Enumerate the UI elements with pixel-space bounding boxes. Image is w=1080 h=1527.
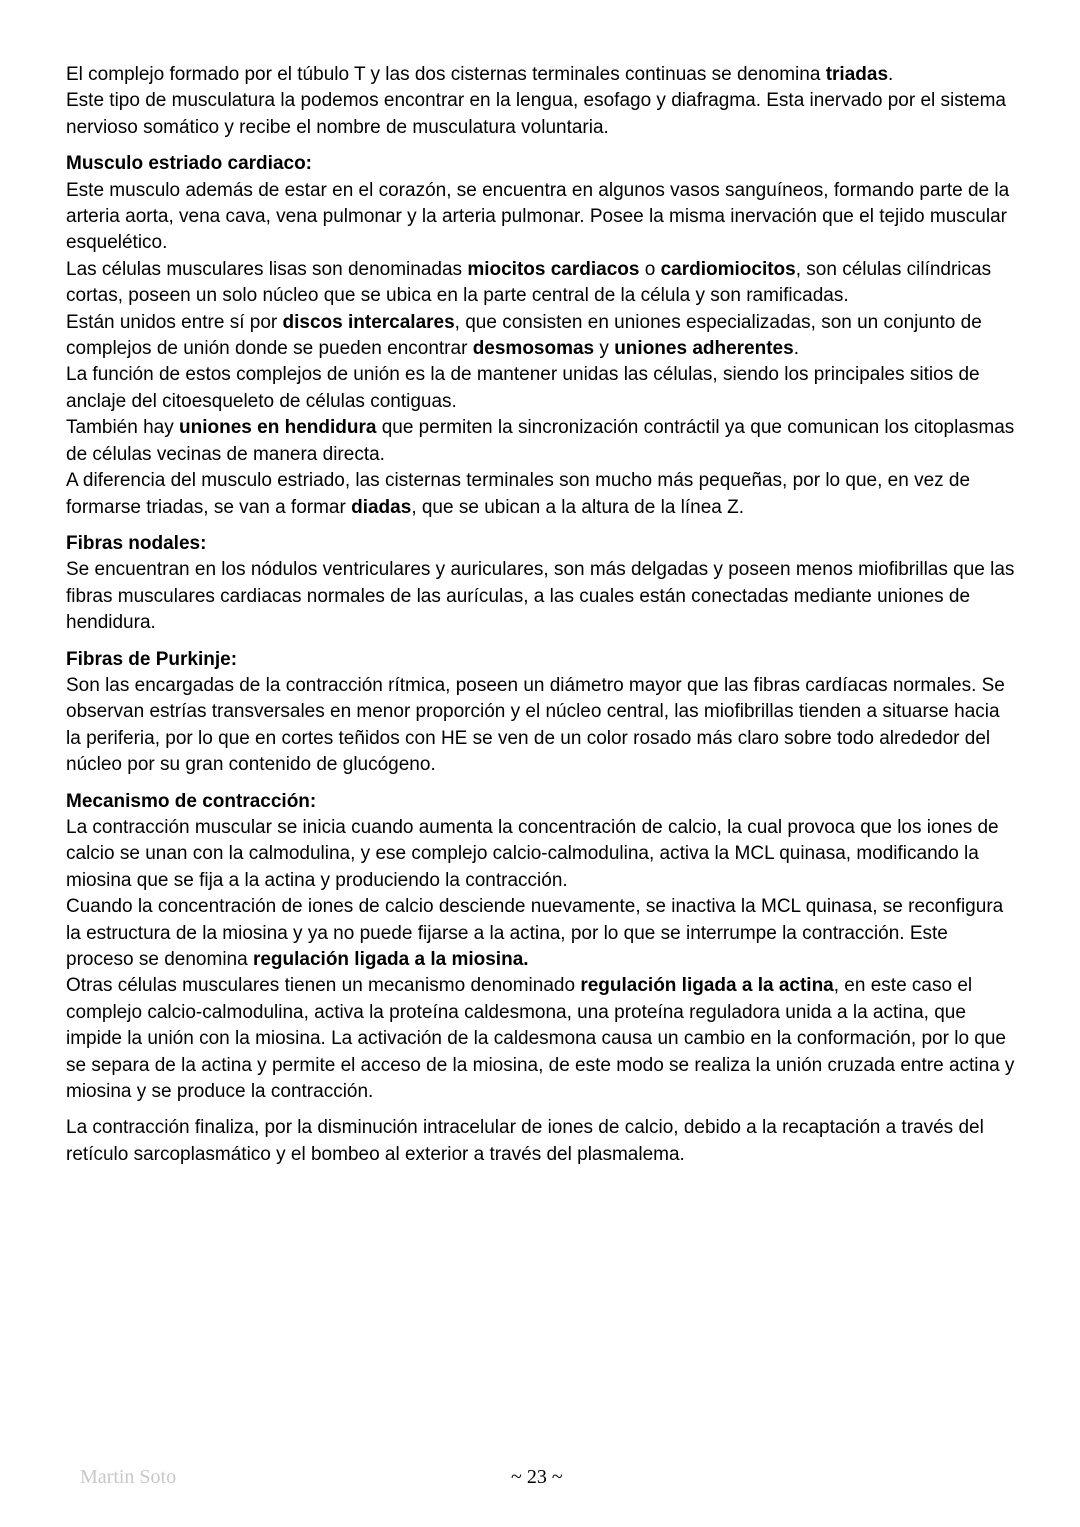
bold-term: uniones en hendidura <box>179 417 377 439</box>
section-title: Mecanismo de contracción: <box>66 790 317 812</box>
footer-author: Martin Soto <box>80 1466 177 1488</box>
text-run: , que consisten en uniones especializadas, son un conjunto de complejos de unión donde se pueden encontrar <box>66 311 982 360</box>
text-run: Este tipo de musculatura la podemos encontrar en la lengua, esofago y diafragma. Esta inervado por el sistema nervioso somático y recibe el nombre de musculatura voluntaria. <box>66 90 1006 138</box>
paragraph <box>66 815 1016 894</box>
section-purkinje <box>66 647 1016 779</box>
paragraph <box>66 557 1016 636</box>
text-run: El complejo formado por el túbulo T y las dos cisternas terminales continuas se denomina <box>66 64 826 85</box>
text-run: o <box>639 258 661 280</box>
text-run: Este musculo además de estar en el corazón, se encuentra en algunos vasos sanguíneos, formando parte de la arteria aorta, vena cava, vena pulmonar y la arteria pulmonar. Posee la misma inervación que el tejido muscular esquelético. <box>66 179 1010 254</box>
paragraph <box>66 973 1016 1105</box>
text-run: Otras células musculares tienen un mecanismo denominado <box>66 975 581 997</box>
paragraph <box>66 62 1016 88</box>
text-run: . <box>888 64 894 85</box>
text-run: . <box>793 338 799 360</box>
paragraph <box>66 673 1016 779</box>
text-run: También hay <box>66 417 180 439</box>
bold-term: uniones adherentes <box>614 338 794 360</box>
text-run: Están unidos entre sí por <box>66 311 283 333</box>
paragraph <box>66 362 1016 415</box>
bold-term: diadas <box>351 496 412 518</box>
bold-term: regulación ligada a la actina <box>580 975 834 997</box>
document-body <box>66 62 1016 1168</box>
section-title: Fibras nodales: <box>66 532 207 554</box>
section-title: Fibras de Purkinje: <box>66 648 238 670</box>
section-nodales <box>66 531 1016 637</box>
bold-term: triadas <box>825 64 889 85</box>
bold-term: cardiomiocitos <box>660 258 796 280</box>
paragraph <box>66 894 1016 973</box>
text-run: A diferencia del musculo estriado, las cisternas terminales son mucho más pequeñas, por lo que, en vez de formarse triadas, se van a formar <box>66 470 971 518</box>
bold-term: miocitos cardiacos <box>467 258 640 280</box>
paragraph <box>66 310 1016 363</box>
text-run: Cuando la concentración de iones de calcio desciende nuevamente, se inactiva la MCL quinasa, se reconfigura la estructura de la miosina y ya no puede fijarse a la actina, por lo que se interrumpe la contracción. Este proceso se denomina <box>66 896 1004 970</box>
text-run: , que se ubican a la altura de la línea Z. <box>411 496 745 518</box>
text-run: , son células cilíndricas cortas, poseen un solo núcleo que se ubica en la parte central de la célula y son ramificadas. <box>66 258 992 307</box>
text-run: Son las encargadas de la contracción rítmica, poseen un diámetro mayor que las fibras cardíacas normales. Se observan estrías transversales en menor proporción y el núcleo central, las miofibrillas tienden a situarse hacia la periferia, por lo que en cortes teñidos con HE se ven de un color rosado más claro sobre todo alrededor del núcleo por su gran contenido de glucógeno. <box>66 674 1005 776</box>
text-run: que permiten la sincronización contráctil ya que comunican los citoplasmas de células vecinas de manera directa. <box>66 417 1015 465</box>
bold-term: regulación ligada a la miosina. <box>252 949 529 970</box>
paragraph <box>66 468 1016 521</box>
section-title: Musculo estriado cardiaco: <box>66 153 313 175</box>
text-run: y <box>594 338 615 360</box>
paragraph <box>66 88 1016 141</box>
paragraph <box>66 257 1016 310</box>
text-run: La función de estos complejos de unión es la de mantener unidas las células, siendo los principales sitios de anclaje del citoesqueleto de células contiguas. <box>66 364 980 412</box>
section-mecanismo <box>66 789 1016 1169</box>
text-run: Las células musculares lisas son denominadas <box>66 258 468 280</box>
text-run: Se encuentran en los nódulos ventriculares y auriculares, son más delgadas y poseen menos miofibrillas que las fibras musculares cardiacas normales de las aurículas, a las cuales están conectadas mediante uniones de hendidura. <box>66 559 1015 634</box>
section-cardiaco <box>66 151 1016 521</box>
paragraph <box>66 1115 1016 1168</box>
bold-term: discos intercalares <box>282 311 455 333</box>
text-run: La contracción finaliza, por la disminución intracelular de iones de calcio, debido a la recaptación a través del retículo sarcoplasmático y el bombeo al exterior a través del plasmalema. <box>66 1117 984 1165</box>
paragraph <box>66 415 1016 468</box>
page-number: ~ 23 ~ <box>511 1466 563 1488</box>
text-run: , en este caso el complejo calcio-calmodulina, activa la proteína caldesmona, una proteína reguladora unida a la actina, que impide la unión con la miosina. La activación de la caldesmona causa un cambio en la conformación, por lo que se separa de la actina y permite el acceso de la miosina, de este modo se realiza la unión cruzada entre actina y miosina y se produce la contracción. <box>66 975 1015 1103</box>
bold-term: desmosomas <box>472 338 595 360</box>
text-run: La contracción muscular se inicia cuando aumenta la concentración de calcio, la cual provoca que los iones de calcio se unan con la calmodulina, y ese complejo calcio-calmodulina, activa la MCL quinasa, modificando la miosina que se fija a la actina y produciendo la contracción. <box>66 816 999 891</box>
paragraph <box>66 178 1016 257</box>
